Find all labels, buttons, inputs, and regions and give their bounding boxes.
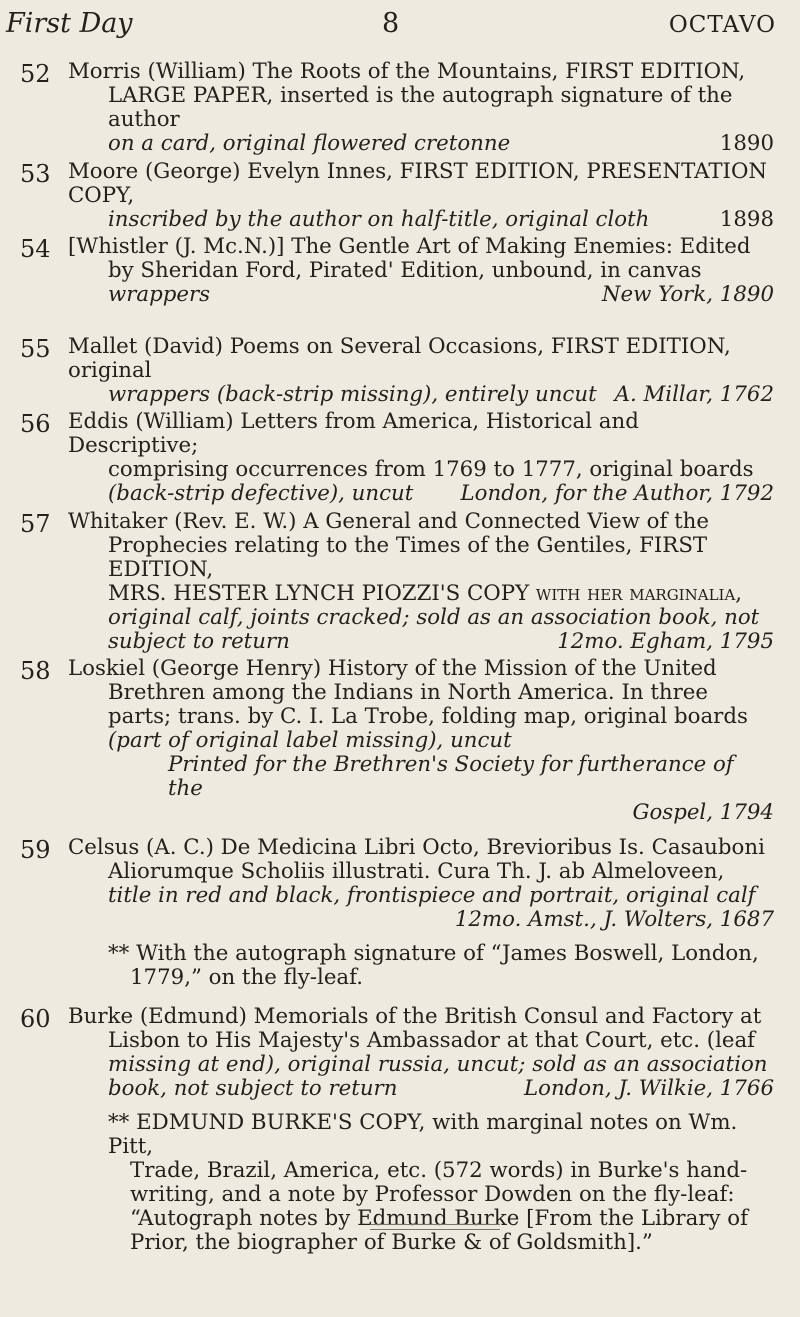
lot-line: subject to return — [108, 629, 290, 654]
lot-number: 55 — [20, 335, 51, 363]
lot-line: (back-strip defective), uncut — [108, 481, 414, 506]
lot-line-with-date — [68, 1077, 774, 1101]
lot-date: London, for the Author, 1792 — [460, 481, 774, 506]
lot-line: Lisbon to His Majesty's Ambassador at that Court, etc. (leaf — [108, 1028, 756, 1053]
lot-description — [68, 335, 774, 407]
lot-line: (part of original label missing), uncut — [108, 728, 512, 753]
lot-line: title in red and black, frontispiece and portrait, original calf — [108, 883, 756, 908]
lot-number: 57 — [20, 510, 51, 538]
section-divider — [370, 1224, 500, 1230]
lot-line: wrappers (back-strip missing), entirely uncut — [108, 382, 597, 407]
lot-line-with-date — [68, 383, 774, 407]
lot-date: New York, 1890 — [601, 282, 774, 307]
lot-number: 59 — [20, 836, 51, 864]
lot-line: missing at end), original russia, uncut; sold as an association — [108, 1052, 768, 1077]
lot-note: 1779,” on the fly-leaf. — [130, 965, 364, 990]
lot-line: Celsus (A. C.) De Medicina Libri Octo, Brevioribus Is. Casauboni — [68, 835, 765, 860]
lot-line: Burke (Edmund) Memorials of the British Consul and Factory at — [68, 1004, 762, 1029]
lot-description — [68, 160, 774, 232]
lot-line-with-date — [68, 283, 774, 307]
lot-line: Prophecies relating to the Times of the Gentiles, FIRST EDITION, — [108, 533, 708, 582]
lot-description — [68, 235, 774, 307]
lot-number: 56 — [20, 410, 51, 438]
lot-line: [Whistler (J. Mc.N.)] The Gentle Art of Making Enemies: Edited — [68, 234, 751, 259]
lot-line: parts; trans. by C. I. La Trobe, folding map, original boards — [108, 704, 748, 729]
lot-line: Eddis (William) Letters from America, Historical and Descriptive; — [68, 409, 639, 458]
lot-line: Moore (George) Evelyn Innes, FIRST EDITION, PRESENTATION COPY, — [68, 159, 768, 208]
lot-line: inscribed by the author on half-title, original cloth — [108, 207, 650, 232]
lot-line: by Sheridan Ford, Pirated' Edition, unbound, in canvas — [108, 258, 702, 283]
lot-note: Trade, Brazil, America, etc. (572 words) in Burke's hand- — [130, 1158, 748, 1183]
lot-number: 60 — [20, 1005, 51, 1033]
lot-line-with-date — [68, 630, 774, 654]
lot-line: Aliorumque Scholiis illustrati. Cura Th. J. ab Almeloveen, — [108, 859, 725, 884]
lot-line: Loskiel (George Henry) History of the Mission of the United — [68, 656, 717, 681]
lot-line: Printed for the Brethren's Society for furtherance of the — [168, 752, 734, 801]
lot-line: on a card, original flowered cretonne — [108, 131, 511, 156]
lot-line: Morris (William) The Roots of the Mountains, FIRST EDITION, — [68, 59, 746, 84]
lot-number: 53 — [20, 160, 51, 188]
lot-line: LARGE PAPER, inserted is the autograph signature of the author — [108, 83, 733, 132]
lot-line-with-date — [68, 208, 774, 232]
lot-number: 54 — [20, 235, 51, 263]
lot-line-with-date — [68, 482, 774, 506]
page-header — [6, 8, 776, 48]
page-number: 8 — [382, 8, 400, 39]
lot-description — [68, 510, 774, 654]
lot-line: original calf, joints cracked; sold as an association book, not — [108, 605, 760, 630]
lot-date: 12mo. Amst., J. Wolters, 1687 — [454, 907, 774, 932]
lot-description — [68, 836, 774, 990]
header-right: OCTAVO — [668, 12, 776, 38]
lot-date: 1898 — [719, 207, 774, 232]
lot-note: “Autograph notes by Edmund Burke [From the Library of — [130, 1206, 748, 1231]
lot-note: writing, and a note by Professor Dowden on the fly-leaf: — [130, 1182, 735, 1207]
lot-date: A. Millar, 1762 — [614, 382, 774, 407]
lot-date: 12mo. Egham, 1795 — [557, 629, 774, 654]
lot-note: ** With the autograph signature of “James Boswell, London, — [108, 941, 759, 966]
lot-note: Prior, the biographer of Burke & of Goldsmith].” — [130, 1230, 653, 1255]
lot-line: wrappers — [108, 282, 211, 307]
lot-description — [68, 1005, 774, 1255]
lot-line: book, not subject to return — [108, 1076, 398, 1101]
lot-note: ** EDMUND BURKE'S COPY, with marginal notes on Wm. Pitt, — [108, 1110, 738, 1159]
lot-number: 52 — [20, 60, 51, 88]
lot-line: Brethren among the Indians in North America. In three — [108, 680, 709, 705]
lot-date: London, J. Wilkie, 1766 — [523, 1076, 774, 1101]
lot-description — [68, 657, 774, 825]
lot-line: MRS. HESTER LYNCH PIOZZI'S COPY with her marginalia, — [108, 581, 743, 606]
header-left: First Day — [6, 8, 133, 39]
lot-line: comprising occurrences from 1769 to 1777, original boards — [108, 457, 754, 482]
lot-description — [68, 60, 774, 156]
lot-number: 58 — [20, 657, 51, 685]
lot-date: Gospel, 1794 — [632, 800, 774, 825]
lot-line: Whitaker (Rev. E. W.) A General and Connected View of the — [68, 509, 709, 534]
lot-description — [68, 410, 774, 506]
lot-line: Mallet (David) Poems on Several Occasions, FIRST EDITION, original — [68, 334, 731, 383]
lot-line-with-date — [68, 132, 774, 156]
lot-date: 1890 — [719, 131, 774, 156]
